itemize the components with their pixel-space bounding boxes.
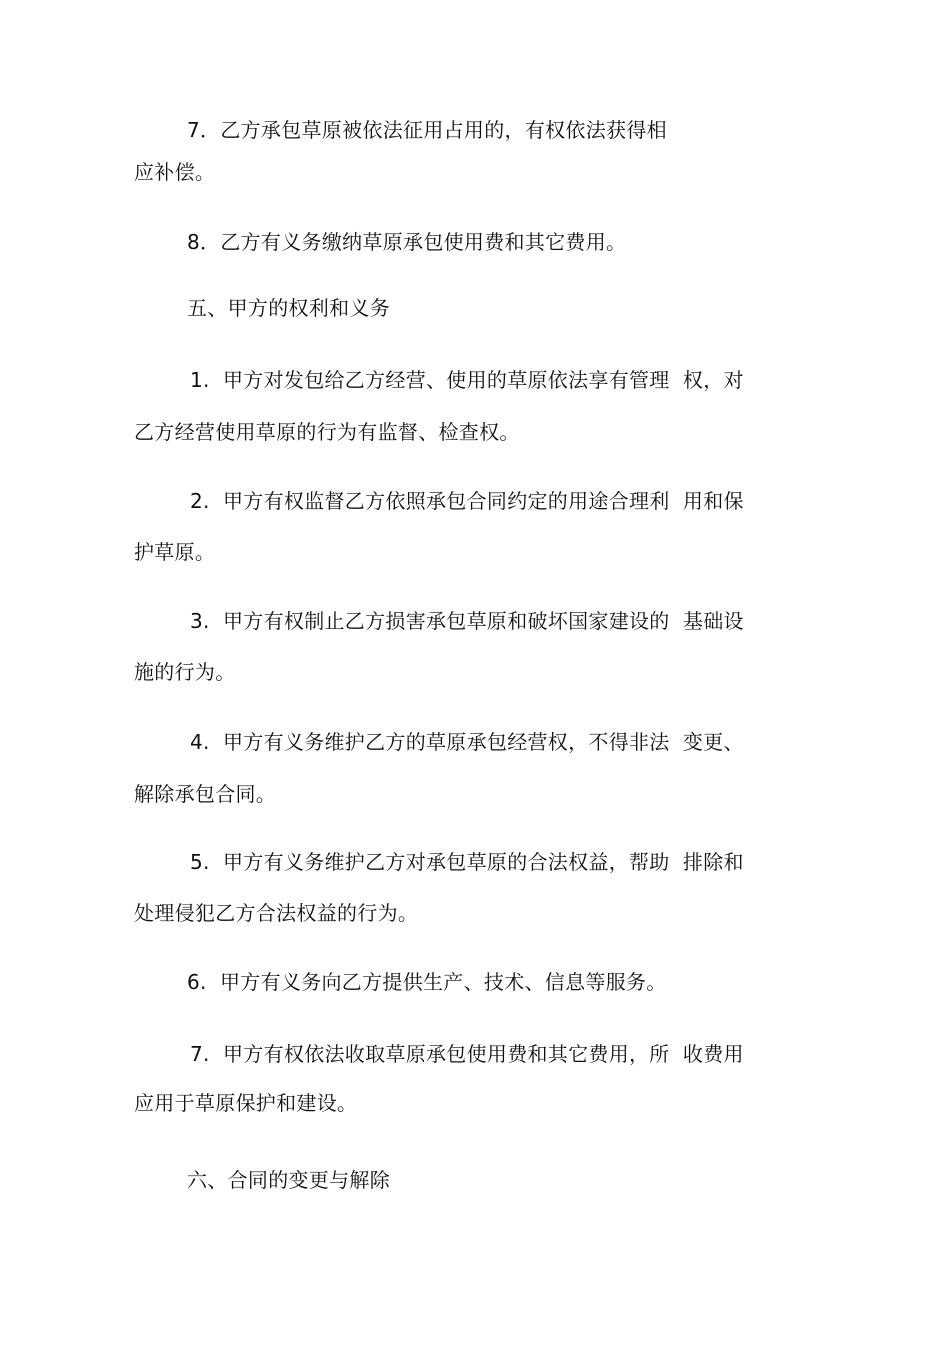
party-a-clause-5-line-2: 处理侵犯乙方合法权益的行为。 — [134, 901, 419, 925]
party-a-clause-7-line-1: 7. 甲方有权依法收取草原承包使用费和其它费用，所 收费用 — [190, 1042, 744, 1066]
party-a-clause-3-line-1: 3. 甲方有权制止乙方损害承包草原和破坏国家建设的 基础设 — [190, 609, 744, 633]
party-a-clause-2-line-2: 护草原。 — [134, 540, 216, 564]
party-a-clause-6-line: 6. 甲方有义务向乙方提供生产、技术、信息等服务。 — [187, 970, 667, 994]
party-a-clause-1-line-2: 乙方经营使用草原的行为有监督、检查权。 — [134, 420, 520, 444]
section-5-heading: 五、甲方的权利和义务 — [187, 296, 390, 320]
clause-8-line: 8．乙方有义务缴纳草原承包使用费和其它费用。 — [187, 230, 627, 254]
clause-7-line-1: 7．乙方承包草原被依法征用占用的，有权依法获得相 — [187, 118, 667, 142]
party-a-clause-2-line-1: 2. 甲方有权监督乙方依照承包合同约定的用途合理利 用和保 — [190, 489, 744, 513]
party-a-clause-7-line-2: 应用于草原保护和建设。 — [134, 1091, 358, 1115]
clause-7-line-2: 应补偿。 — [134, 160, 216, 184]
section-6-heading: 六、合同的变更与解除 — [187, 1168, 390, 1192]
party-a-clause-3-line-2: 施的行为。 — [134, 660, 236, 684]
party-a-clause-5-line-1: 5. 甲方有义务维护乙方对承包草原的合法权益，帮助 排除和 — [190, 850, 744, 874]
party-a-clause-1-line-1: 1. 甲方对发包给乙方经营、使用的草原依法享有管理 权，对 — [190, 368, 744, 392]
party-a-clause-4-line-2: 解除承包合同。 — [134, 782, 277, 806]
party-a-clause-4-line-1: 4. 甲方有义务维护乙方的草原承包经营权，不得非法 变更、 — [190, 730, 744, 754]
